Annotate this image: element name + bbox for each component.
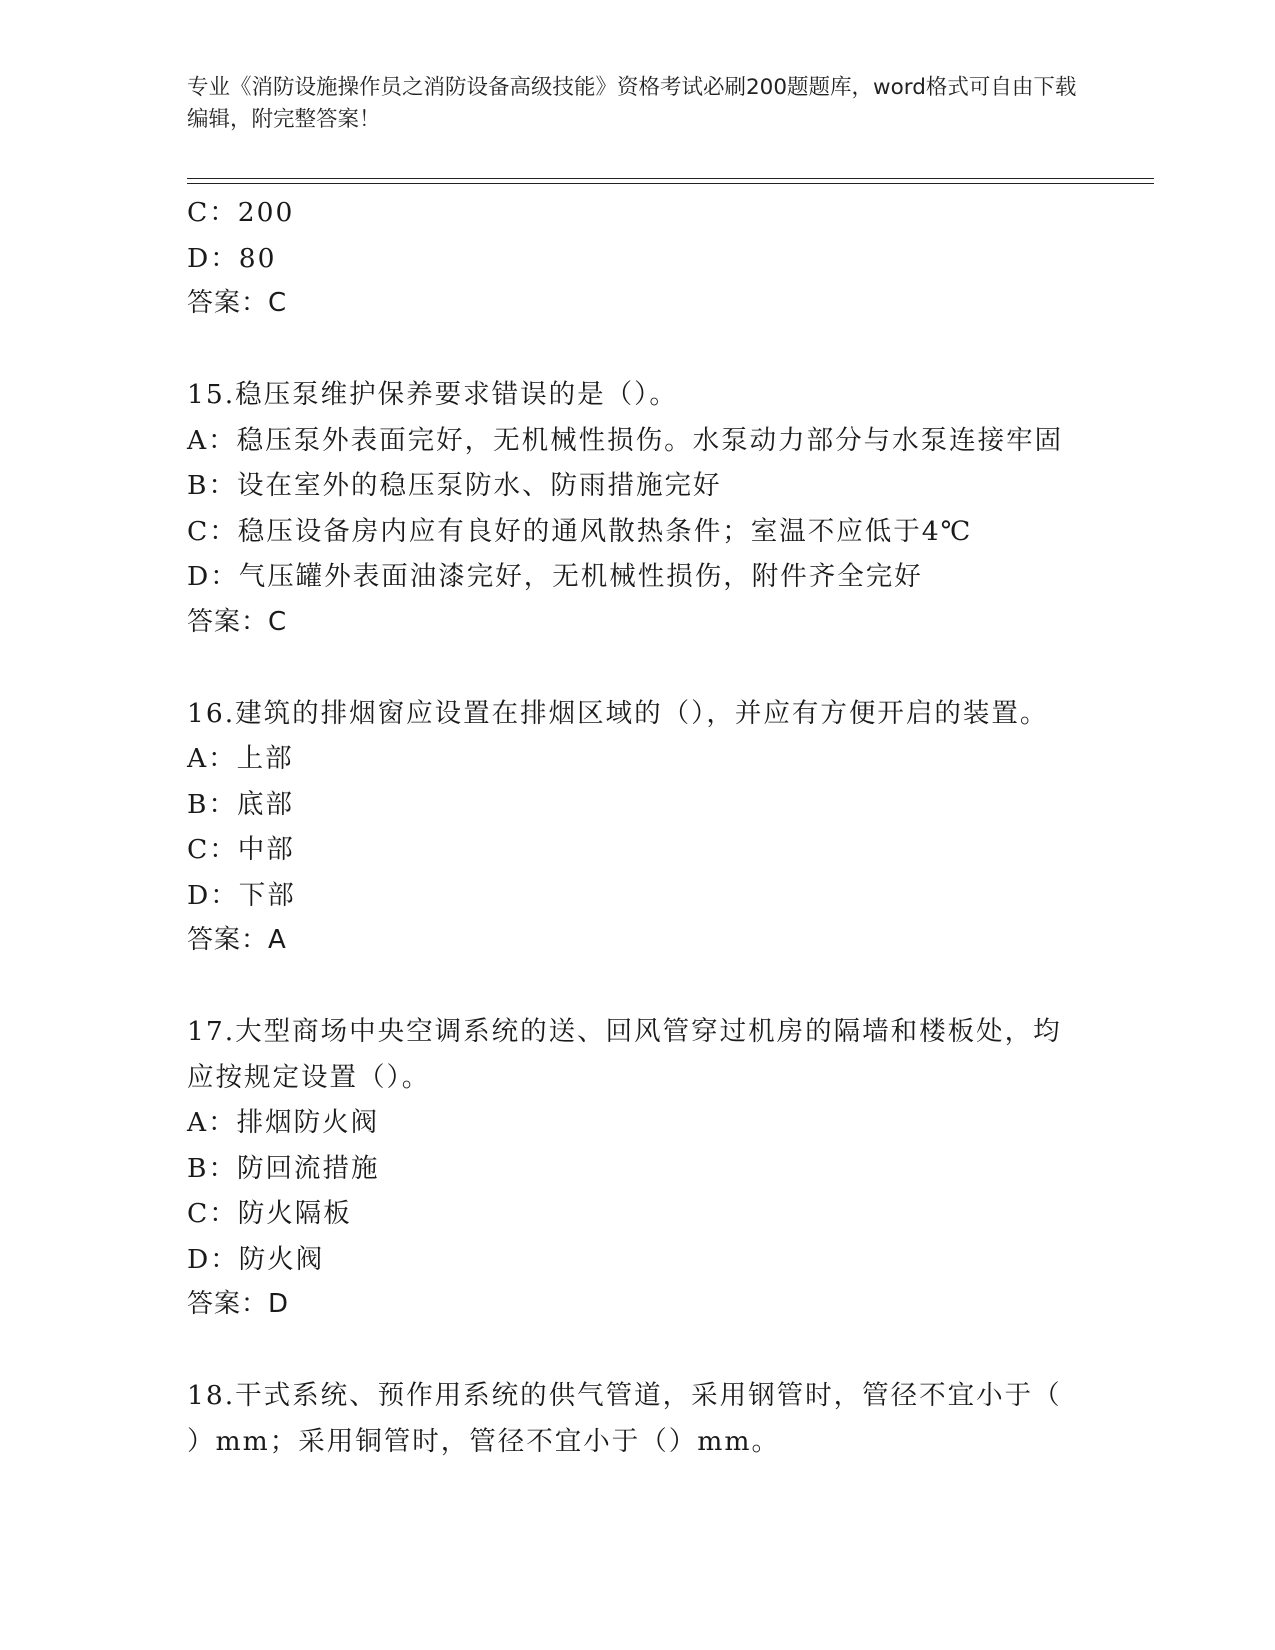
spacer xyxy=(187,964,1117,1010)
option-a: A：排烟防火阀 xyxy=(187,1107,380,1138)
question-17 xyxy=(187,1009,1117,1328)
option-a: A：稳压泵外表面完好，无机械性损伤。水泵动力部分与水泵连接牢固 xyxy=(187,424,1064,456)
question-text-line-2: 应按规定设置（）。 xyxy=(187,1061,431,1093)
option-b: B：底部 xyxy=(187,788,294,820)
question-text-line-2: ）mm；采用铜管时，管径不宜小于（）mm。 xyxy=(187,1425,781,1457)
option-a: A：上部 xyxy=(187,743,294,774)
option-d: D：下部 xyxy=(187,879,296,911)
question-text: 16.建筑的排烟窗应设置在排烟区域的（），并应有方便开启的装置。 xyxy=(187,697,1049,729)
spacer xyxy=(187,327,1117,373)
answer: 答案：C xyxy=(187,606,288,637)
header-rule-top xyxy=(187,178,1154,179)
option-d: D：防火阀 xyxy=(187,1243,325,1275)
option-d: D：气压罐外表面油漆完好，无机械性损伤，附件齐全完好 xyxy=(187,561,923,592)
spacer xyxy=(187,1328,1117,1374)
option-b: B：防回流措施 xyxy=(187,1152,380,1184)
question-18 xyxy=(187,1373,1117,1464)
option-b: B：设在室外的稳压泵防水、防雨措施完好 xyxy=(187,470,722,501)
prev-question-tail xyxy=(187,190,1117,327)
header-text: 专业《消防设施操作员之消防设备高级技能》资格考试必刷200题题库，word格式可自由下载编辑，附完整答案！ xyxy=(187,75,1077,132)
question-text-line-1: 18.干式系统、预作用系统的供气管道，采用钢管时，管径不宜小于（ xyxy=(187,1380,1062,1411)
answer: 答案：C xyxy=(187,288,288,318)
question-text: 15.稳压泵维护保养要求错误的是（）。 xyxy=(187,379,678,410)
question-content xyxy=(187,190,1117,1464)
option-c: C：200 xyxy=(187,197,295,228)
answer: 答案：A xyxy=(187,925,287,955)
header-rule-bottom xyxy=(187,183,1154,184)
document-header xyxy=(187,72,1077,136)
option-c: C：防火隔板 xyxy=(187,1198,352,1229)
option-c: C：稳压设备房内应有良好的通风散热条件；室温不应低于4℃ xyxy=(187,515,973,547)
option-d: D：80 xyxy=(187,242,277,274)
answer: 答案：D xyxy=(187,1289,290,1319)
option-c: C：中部 xyxy=(187,834,295,865)
question-15 xyxy=(187,372,1117,645)
question-16 xyxy=(187,691,1117,964)
spacer xyxy=(187,645,1117,691)
question-text-line-1: 17.大型商场中央空调系统的送、回风管穿过机房的隔墙和楼板处，均 xyxy=(187,1016,1062,1047)
